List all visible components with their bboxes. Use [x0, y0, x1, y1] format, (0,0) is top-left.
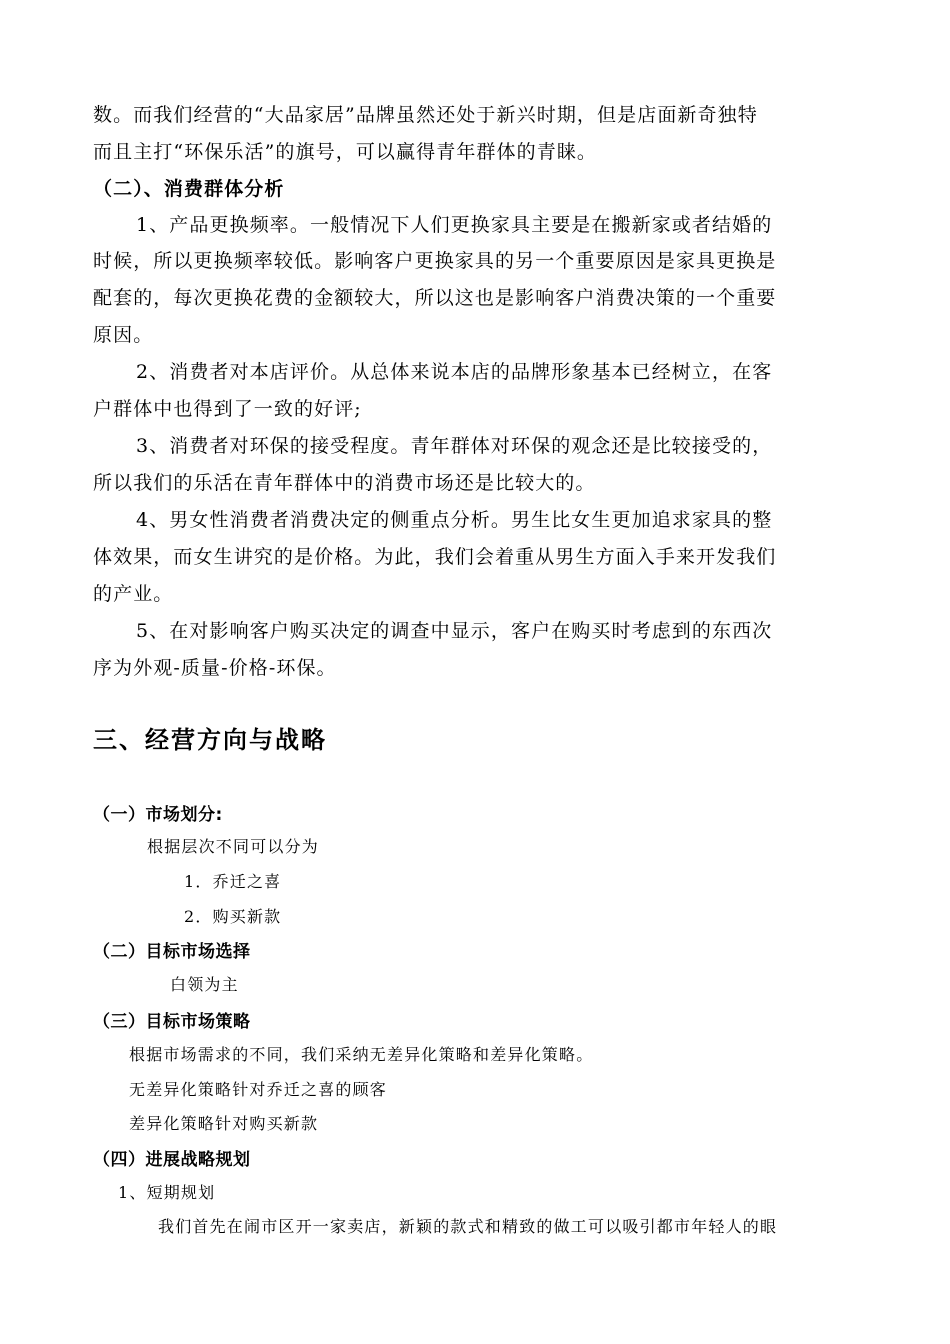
paragraph-line: 1、产品更换频率。一般情况下人们更换家具主要是在搬新家或者结婚的 [136, 214, 773, 236]
paragraph-line: 所以我们的乐活在青年群体中的消费市场还是比较大的。 [93, 472, 596, 494]
subsection-heading-target-strategy: （三）目标市场策略 [93, 1012, 251, 1032]
paragraph-line: 而且主打“环保乐活”的旗号，可以赢得青年群体的青睐。 [93, 141, 598, 163]
paragraph-line: 2、消费者对本店评价。从总体来说本店的品牌形象基本已经树立，在客 [136, 361, 773, 383]
paragraph-line: 数。而我们经营的“大品家居”品牌虽然还处于新兴时期，但是店面新奇独特 [93, 104, 758, 126]
subsection-heading-market-division: （一）市场划分: [93, 805, 223, 825]
paragraph-line: 5、在对影响客户购买决定的调查中显示，客户在购买时考虑到的东西次 [136, 620, 773, 642]
subsection-heading-development-plan: （四）进展战略规划 [93, 1150, 251, 1170]
paragraph-line: 时候，所以更换频率较低。影响客户更换家具的另一个重要原因是家具更换是 [93, 250, 777, 272]
section-heading-strategy: 三、经营方向与战略 [93, 726, 327, 754]
body-line: 白领为主 [170, 975, 239, 994]
paragraph-line: 原因。 [93, 324, 154, 346]
paragraph-line: 体效果，而女生讲究的是价格。为此，我们会着重从男生方面入手来开发我们 [93, 546, 777, 568]
paragraph-line: 序为外观-质量-价格-环保。 [93, 657, 337, 679]
paragraph-line: 户群体中也得到了一致的好评; [93, 398, 362, 420]
body-line: 无差异化策略针对乔迁之喜的顾客 [129, 1080, 388, 1099]
list-item: 1．乔迁之喜 [184, 872, 282, 891]
paragraph-line: 的产业。 [93, 583, 174, 605]
paragraph-line: 4、男女性消费者消费决定的侧重点分析。男生比女生更加追求家具的整 [136, 509, 773, 531]
body-line: 我们首先在闹市区开一家卖店，新颖的款式和精致的做工可以吸引都市年轻人的眼 [158, 1217, 778, 1236]
list-item: 1、短期规划 [118, 1183, 216, 1202]
subsection-heading-target-market: （二）目标市场选择 [93, 942, 251, 962]
paragraph-line: 配套的，每次更换花费的金额较大，所以这也是影响客户消费决策的一个重要 [93, 287, 777, 309]
paragraph-line: 3、消费者对环保的接受程度。青年群体对环保的观念还是比较接受的， [136, 435, 773, 457]
list-item: 2．购买新款 [184, 907, 282, 926]
body-line: 差异化策略针对购买新款 [129, 1114, 319, 1133]
body-line: 根据市场需求的不同，我们采纳无差异化策略和差异化策略。 [129, 1045, 594, 1064]
subsection-heading-consumer-analysis: （二）、消费群体分析 [93, 178, 285, 200]
body-line: 根据层次不同可以分为 [147, 837, 320, 856]
